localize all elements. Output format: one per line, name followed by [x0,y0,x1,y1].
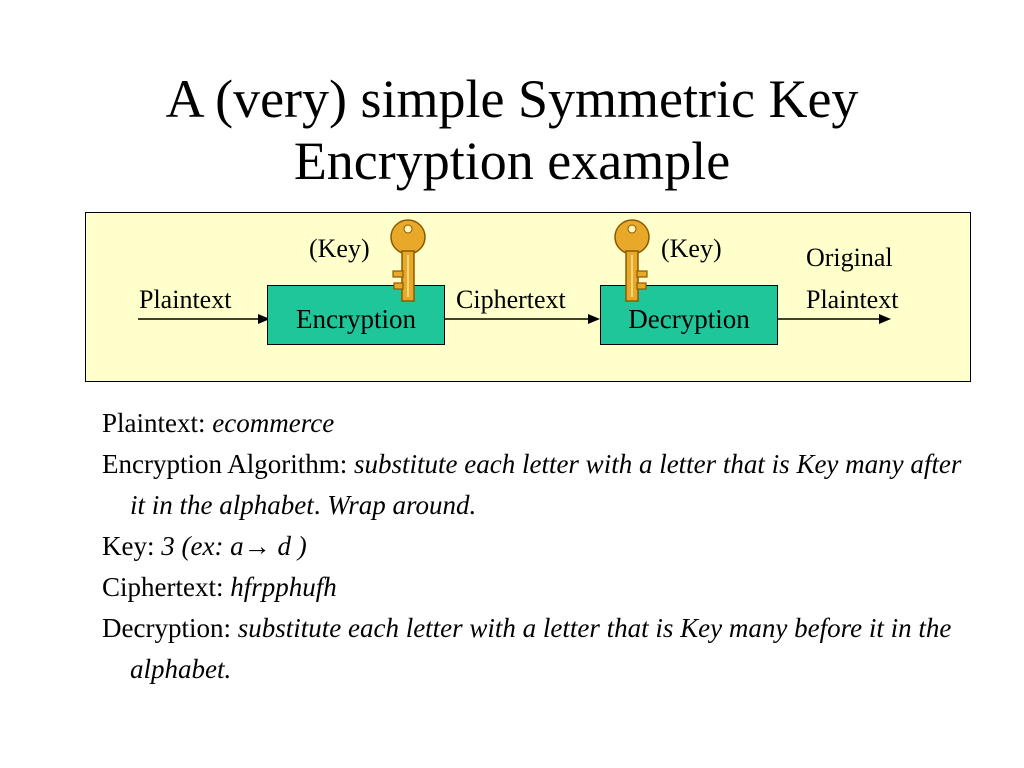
key-icon [613,219,651,305]
decryption-line-value: substitute each letter with a letter that is Key many before it in the alphabet. [130,613,952,684]
ciphertext-label: Ciphertext [456,285,566,314]
algorithm-line-sep: . [313,490,328,520]
decryption-line-label: Decryption: [102,613,238,643]
algorithm-line [102,444,982,526]
original-label-line-1: Original [806,243,893,272]
encryption-box: Encryption [267,285,445,345]
original-label-line-2: Plaintext [806,285,899,314]
slide-title [0,68,1024,192]
plaintext-line-value: ecommerce [212,408,335,438]
title-line-1: A (very) simple Symmetric Key [165,69,859,129]
ciphertext-line [102,567,982,608]
title-line-2: Encryption example [293,131,731,191]
encryption-diagram [85,212,971,382]
algorithm-line-label: Encryption Algorithm: [102,449,354,479]
key-line-value-pre: 3 (ex: a [161,531,244,561]
ciphertext-line-value: hfrpphufh [230,572,337,602]
key-line [102,526,982,567]
key-line-value-post: d ) [270,531,307,561]
ciphertext-line-label: Ciphertext: [102,572,231,602]
algorithm-line-wrap: Wrap around. [327,490,477,520]
decryption-box: Decryption [600,285,778,345]
explanation-text [102,403,982,690]
decryption-line [102,608,982,690]
key-label-2: (Key) [661,234,722,263]
arrow-icon: → [243,531,271,561]
plaintext-label: Plaintext [139,285,232,314]
plaintext-line [102,403,982,444]
key-line-label: Key: [102,531,162,561]
algorithm-line-value: substitute each letter with a letter that is Key many after it in the alphabet [130,449,962,520]
key-label-1: (Key) [309,234,370,263]
key-icon [389,219,427,305]
plaintext-line-label: Plaintext: [102,408,213,438]
